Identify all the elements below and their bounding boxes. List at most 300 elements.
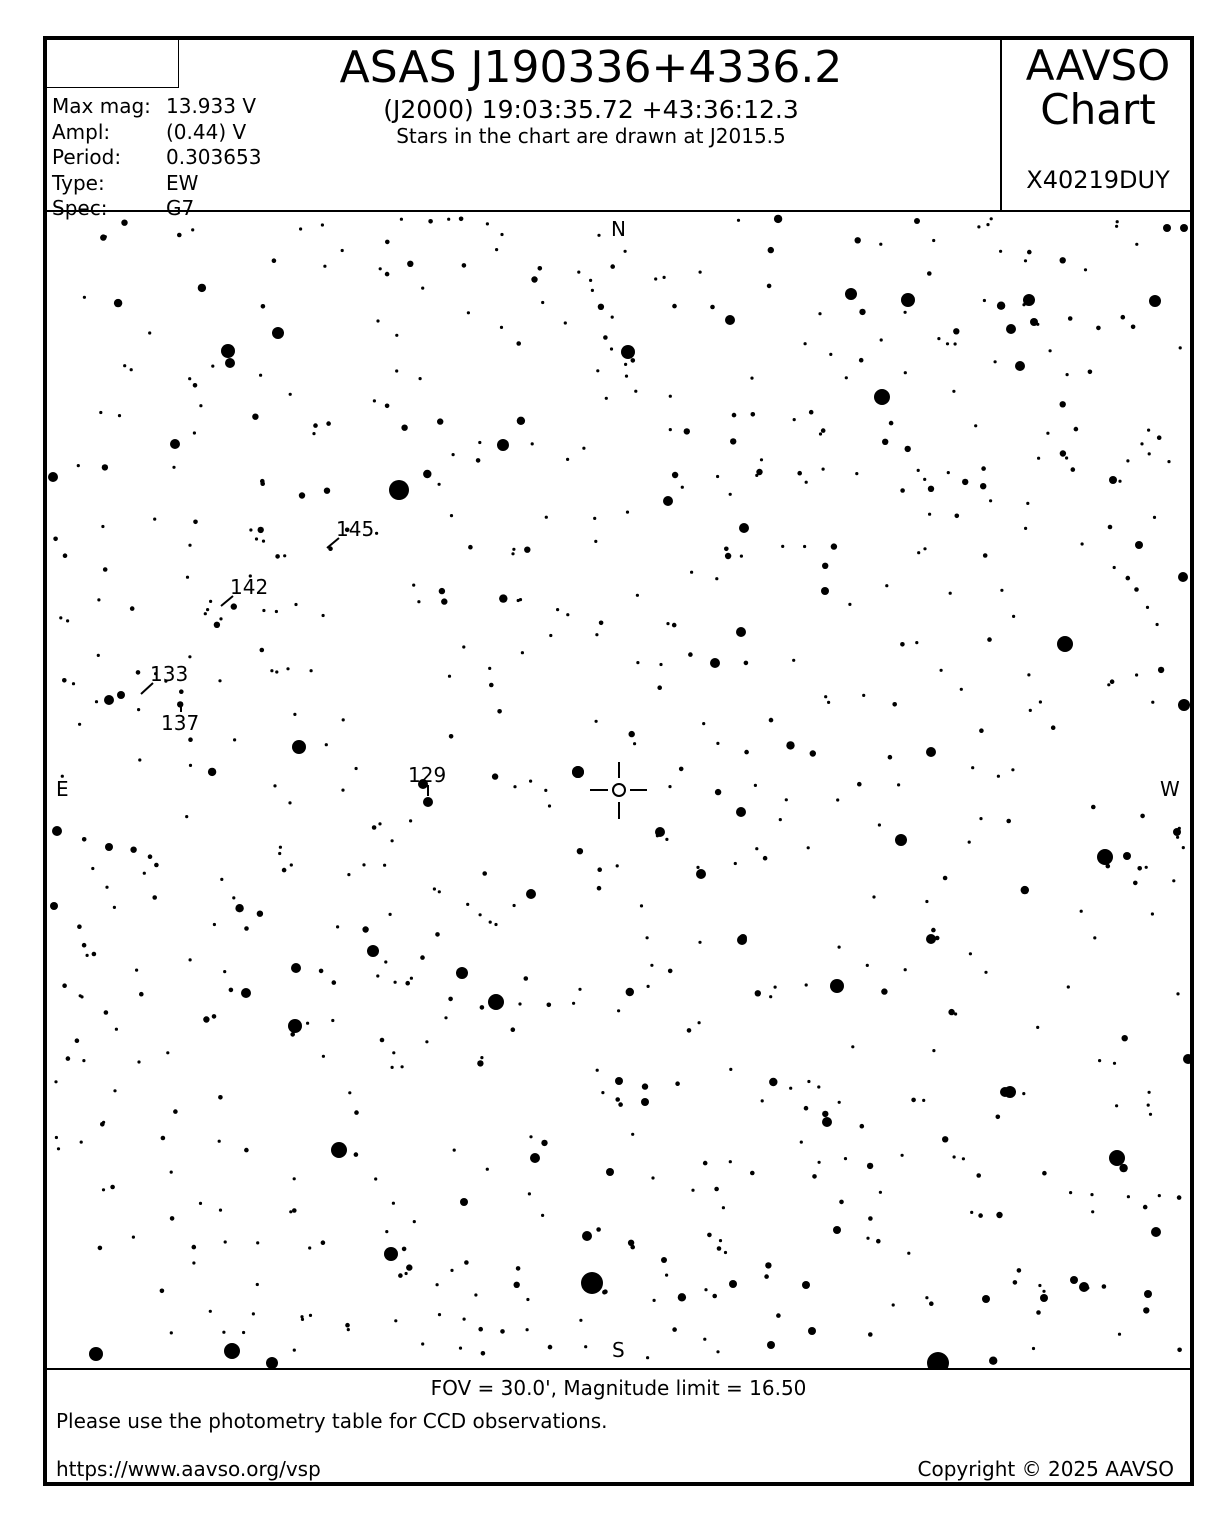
star — [724, 547, 729, 552]
star — [438, 890, 441, 893]
star — [979, 817, 982, 820]
star — [199, 1202, 202, 1205]
star — [528, 1192, 531, 1195]
star — [596, 1227, 601, 1232]
star — [478, 441, 481, 444]
star — [401, 1065, 404, 1068]
star — [170, 439, 180, 449]
star — [278, 852, 281, 855]
star — [405, 981, 410, 986]
star — [769, 995, 772, 998]
star — [665, 1274, 668, 1277]
star — [822, 1111, 828, 1117]
star — [1144, 1290, 1152, 1298]
star — [272, 327, 284, 339]
star — [1074, 427, 1079, 432]
star — [262, 609, 265, 612]
star — [400, 218, 403, 221]
star — [714, 1187, 719, 1192]
star — [78, 723, 81, 726]
star — [137, 1060, 140, 1063]
star — [347, 873, 350, 876]
star — [974, 424, 977, 427]
star — [1006, 819, 1011, 824]
star — [500, 1329, 505, 1334]
star — [289, 393, 292, 396]
star — [474, 1293, 477, 1296]
star — [750, 1171, 755, 1176]
star — [95, 700, 98, 703]
comparison-label-142: 142 — [230, 575, 269, 599]
star — [1118, 480, 1121, 483]
direction-south: S — [612, 1338, 625, 1362]
star — [734, 862, 737, 865]
star — [845, 288, 857, 300]
star — [1060, 257, 1066, 263]
star — [188, 655, 191, 658]
star — [462, 645, 465, 648]
star — [300, 1315, 303, 1318]
star-name: ASAS J190336+4336.2 — [339, 42, 843, 93]
star — [59, 616, 62, 619]
star — [477, 1060, 483, 1066]
target-reticle — [590, 762, 647, 819]
star — [866, 964, 869, 967]
star — [348, 1091, 351, 1094]
star — [82, 943, 87, 948]
star — [538, 266, 543, 271]
star — [152, 895, 157, 900]
star — [1178, 572, 1188, 582]
star — [1006, 324, 1016, 334]
star — [845, 376, 848, 379]
star — [549, 634, 552, 637]
star — [421, 287, 424, 290]
star — [970, 1211, 973, 1214]
star — [402, 1247, 407, 1252]
star — [354, 1110, 359, 1115]
star — [605, 397, 608, 400]
star — [818, 1161, 821, 1164]
star — [829, 353, 832, 356]
star — [751, 412, 756, 417]
star — [436, 1283, 439, 1286]
star — [1086, 1286, 1089, 1289]
star — [776, 1313, 781, 1318]
star — [983, 553, 988, 558]
star — [1140, 442, 1143, 445]
star — [136, 670, 141, 675]
star — [232, 896, 235, 899]
star — [524, 976, 529, 981]
star — [224, 1343, 240, 1359]
star — [769, 718, 774, 723]
star — [261, 304, 266, 309]
star — [405, 1272, 408, 1275]
star — [383, 864, 386, 867]
star — [744, 750, 749, 755]
star — [703, 1161, 708, 1166]
star — [1024, 259, 1027, 262]
star — [235, 904, 243, 912]
star — [760, 458, 763, 461]
star — [1137, 866, 1142, 871]
star — [990, 217, 993, 220]
star — [419, 377, 422, 380]
star — [452, 453, 455, 456]
star — [312, 432, 315, 435]
star — [769, 1078, 777, 1086]
star — [596, 1069, 599, 1072]
star — [729, 493, 732, 496]
star — [489, 683, 494, 688]
copyright: Copyright © 2025 AAVSO — [917, 1457, 1174, 1481]
star — [807, 1080, 810, 1083]
star — [879, 243, 882, 246]
star — [582, 1231, 592, 1241]
star — [521, 651, 524, 654]
star — [665, 838, 668, 841]
star — [57, 1147, 60, 1150]
direction-north: N — [611, 217, 626, 241]
star — [962, 1157, 965, 1160]
star — [347, 1328, 350, 1331]
star — [1122, 1035, 1128, 1041]
star — [224, 1240, 227, 1243]
star — [541, 1140, 547, 1146]
star — [367, 945, 379, 957]
star — [130, 368, 133, 371]
star — [273, 784, 276, 787]
star — [647, 985, 650, 988]
star — [394, 1319, 397, 1322]
star — [72, 682, 75, 685]
star — [220, 878, 223, 881]
comparison-label-137: 137 — [161, 711, 200, 735]
star — [326, 421, 331, 426]
star — [466, 903, 469, 906]
star — [947, 471, 950, 474]
star — [661, 1257, 667, 1263]
star — [77, 464, 80, 467]
star — [923, 547, 926, 550]
star — [1106, 864, 1111, 869]
star — [100, 234, 106, 240]
star — [1115, 225, 1118, 228]
star — [597, 234, 600, 237]
star — [792, 659, 795, 662]
star — [650, 964, 653, 967]
star-coordinates: (J2000) 19:03:35.72 +43:36:12.3 — [383, 95, 799, 124]
star — [690, 571, 693, 574]
info-row-type — [52, 171, 261, 197]
star — [687, 1028, 692, 1033]
star — [715, 789, 721, 795]
star — [135, 969, 138, 972]
star — [851, 1045, 854, 1048]
star — [293, 1177, 296, 1180]
star — [599, 621, 604, 626]
star — [319, 969, 324, 974]
star — [1180, 224, 1188, 232]
star — [138, 758, 141, 761]
star — [321, 1240, 326, 1245]
star — [517, 417, 525, 425]
star — [925, 900, 928, 903]
star — [821, 428, 826, 433]
star — [764, 1274, 769, 1279]
star — [1121, 315, 1126, 320]
star — [1183, 1054, 1191, 1064]
star — [478, 1327, 483, 1332]
star — [488, 994, 504, 1010]
star — [256, 1241, 259, 1244]
star — [242, 1331, 245, 1334]
star — [497, 439, 509, 451]
star — [82, 837, 87, 842]
star — [943, 876, 948, 881]
star — [598, 304, 604, 310]
star — [900, 488, 905, 493]
star — [932, 1049, 935, 1052]
star — [1131, 325, 1136, 330]
star — [299, 227, 302, 230]
star — [1039, 700, 1042, 703]
star — [904, 968, 907, 971]
star — [223, 970, 226, 973]
star — [911, 1098, 916, 1103]
star — [437, 418, 443, 424]
star — [324, 488, 330, 494]
star — [927, 1352, 949, 1368]
star — [66, 619, 69, 622]
star — [1108, 525, 1113, 530]
star — [904, 371, 907, 374]
star — [1068, 316, 1073, 321]
star — [628, 1240, 634, 1246]
star — [867, 1163, 873, 1169]
star — [698, 941, 701, 944]
chart-title — [183, 40, 999, 148]
star — [86, 954, 89, 957]
star — [241, 988, 251, 998]
star — [425, 1040, 428, 1043]
star — [331, 1142, 347, 1158]
star — [1067, 985, 1070, 988]
star — [819, 432, 822, 435]
star — [293, 1349, 296, 1352]
star — [374, 1177, 377, 1180]
star — [1040, 1294, 1048, 1302]
star — [1176, 836, 1179, 839]
star — [203, 1016, 209, 1022]
star — [651, 1176, 654, 1179]
star — [428, 219, 433, 224]
star — [286, 667, 289, 670]
epoch-note: Stars in the chart are drawn at J2015.5 — [396, 124, 786, 148]
star — [996, 1115, 1001, 1120]
star — [729, 1160, 732, 1163]
star — [862, 694, 865, 697]
star — [384, 960, 387, 963]
star — [681, 486, 684, 489]
star — [591, 289, 594, 292]
star — [624, 363, 627, 366]
star — [389, 480, 409, 500]
star — [679, 767, 684, 772]
star — [657, 685, 662, 690]
star — [1110, 679, 1115, 684]
info-value: (0.44) V — [166, 119, 247, 144]
star — [597, 867, 602, 872]
star — [1113, 566, 1116, 569]
star — [641, 1098, 649, 1106]
star — [1080, 910, 1083, 913]
star — [1069, 1191, 1072, 1194]
star — [698, 1021, 701, 1024]
star — [384, 1247, 398, 1261]
star — [1178, 699, 1190, 711]
star — [1013, 1280, 1018, 1285]
star — [724, 1251, 727, 1254]
star — [1091, 1210, 1094, 1213]
star — [822, 468, 825, 471]
star — [50, 902, 58, 910]
star — [193, 431, 196, 434]
star — [595, 633, 598, 636]
star — [448, 675, 451, 678]
star — [462, 263, 467, 268]
star — [385, 240, 390, 245]
star — [633, 742, 636, 745]
star — [266, 1357, 278, 1368]
star — [1135, 243, 1138, 246]
star — [881, 988, 887, 994]
star — [417, 600, 420, 603]
info-value: G7 — [166, 196, 195, 220]
star — [767, 284, 772, 289]
star — [989, 1357, 997, 1365]
star — [1113, 1062, 1116, 1065]
star — [696, 866, 699, 869]
star — [592, 1274, 598, 1280]
star — [725, 315, 735, 325]
star — [541, 301, 544, 304]
star — [804, 342, 807, 345]
star — [717, 1246, 722, 1251]
star — [755, 990, 761, 996]
info-key: Spec: — [52, 196, 108, 220]
star — [1143, 1307, 1149, 1313]
star — [621, 345, 635, 359]
star — [610, 347, 613, 350]
star — [468, 545, 473, 550]
star — [914, 218, 920, 224]
star — [191, 228, 194, 231]
star — [218, 1140, 221, 1143]
star — [804, 1106, 809, 1111]
info-key: Period: — [52, 145, 122, 169]
vsp-url: https://www.aavso.org/vsp — [56, 1457, 321, 1481]
star — [102, 464, 108, 470]
star — [252, 414, 258, 420]
star — [62, 983, 67, 988]
star — [808, 1327, 816, 1335]
star — [642, 1083, 648, 1089]
star — [233, 738, 236, 741]
star — [874, 389, 890, 405]
star — [406, 1264, 412, 1270]
star — [460, 1198, 468, 1206]
comparison-label-133: 133 — [150, 662, 189, 686]
star — [848, 603, 851, 606]
star — [1158, 667, 1164, 673]
star — [188, 377, 191, 380]
star — [979, 728, 984, 733]
star — [441, 598, 447, 604]
star — [971, 766, 974, 769]
star — [879, 1191, 882, 1194]
star — [392, 1202, 395, 1205]
star — [77, 924, 82, 929]
star — [669, 395, 672, 398]
star — [716, 742, 719, 745]
star — [698, 872, 703, 877]
star — [797, 471, 802, 476]
star-field-map — [47, 212, 1191, 1368]
star — [857, 782, 862, 787]
star — [793, 418, 796, 421]
star — [1109, 1150, 1125, 1166]
star — [362, 863, 365, 866]
star — [464, 1260, 469, 1265]
star — [684, 428, 690, 434]
star — [755, 847, 758, 850]
star — [1126, 459, 1129, 462]
star — [833, 1226, 841, 1234]
star — [1057, 636, 1073, 652]
star — [336, 925, 339, 928]
star — [1071, 467, 1076, 472]
star — [611, 316, 614, 319]
star — [765, 1262, 771, 1268]
star — [341, 249, 344, 252]
star — [332, 980, 337, 985]
star — [257, 911, 263, 917]
star — [1036, 323, 1039, 326]
star — [121, 220, 127, 226]
star — [1147, 1104, 1150, 1107]
star — [531, 276, 537, 282]
star — [139, 992, 144, 997]
star — [385, 1230, 388, 1233]
star — [1091, 805, 1096, 810]
star — [80, 1141, 83, 1144]
star — [572, 1002, 575, 1005]
star — [83, 296, 86, 299]
star — [872, 895, 875, 898]
star — [976, 1173, 981, 1178]
star — [161, 1136, 166, 1141]
info-value: 0.303653 — [166, 145, 262, 169]
star — [409, 819, 412, 822]
star — [325, 743, 328, 746]
star — [113, 1089, 116, 1092]
star — [482, 871, 487, 876]
star — [1146, 606, 1149, 609]
star — [744, 661, 749, 666]
star — [640, 904, 643, 907]
